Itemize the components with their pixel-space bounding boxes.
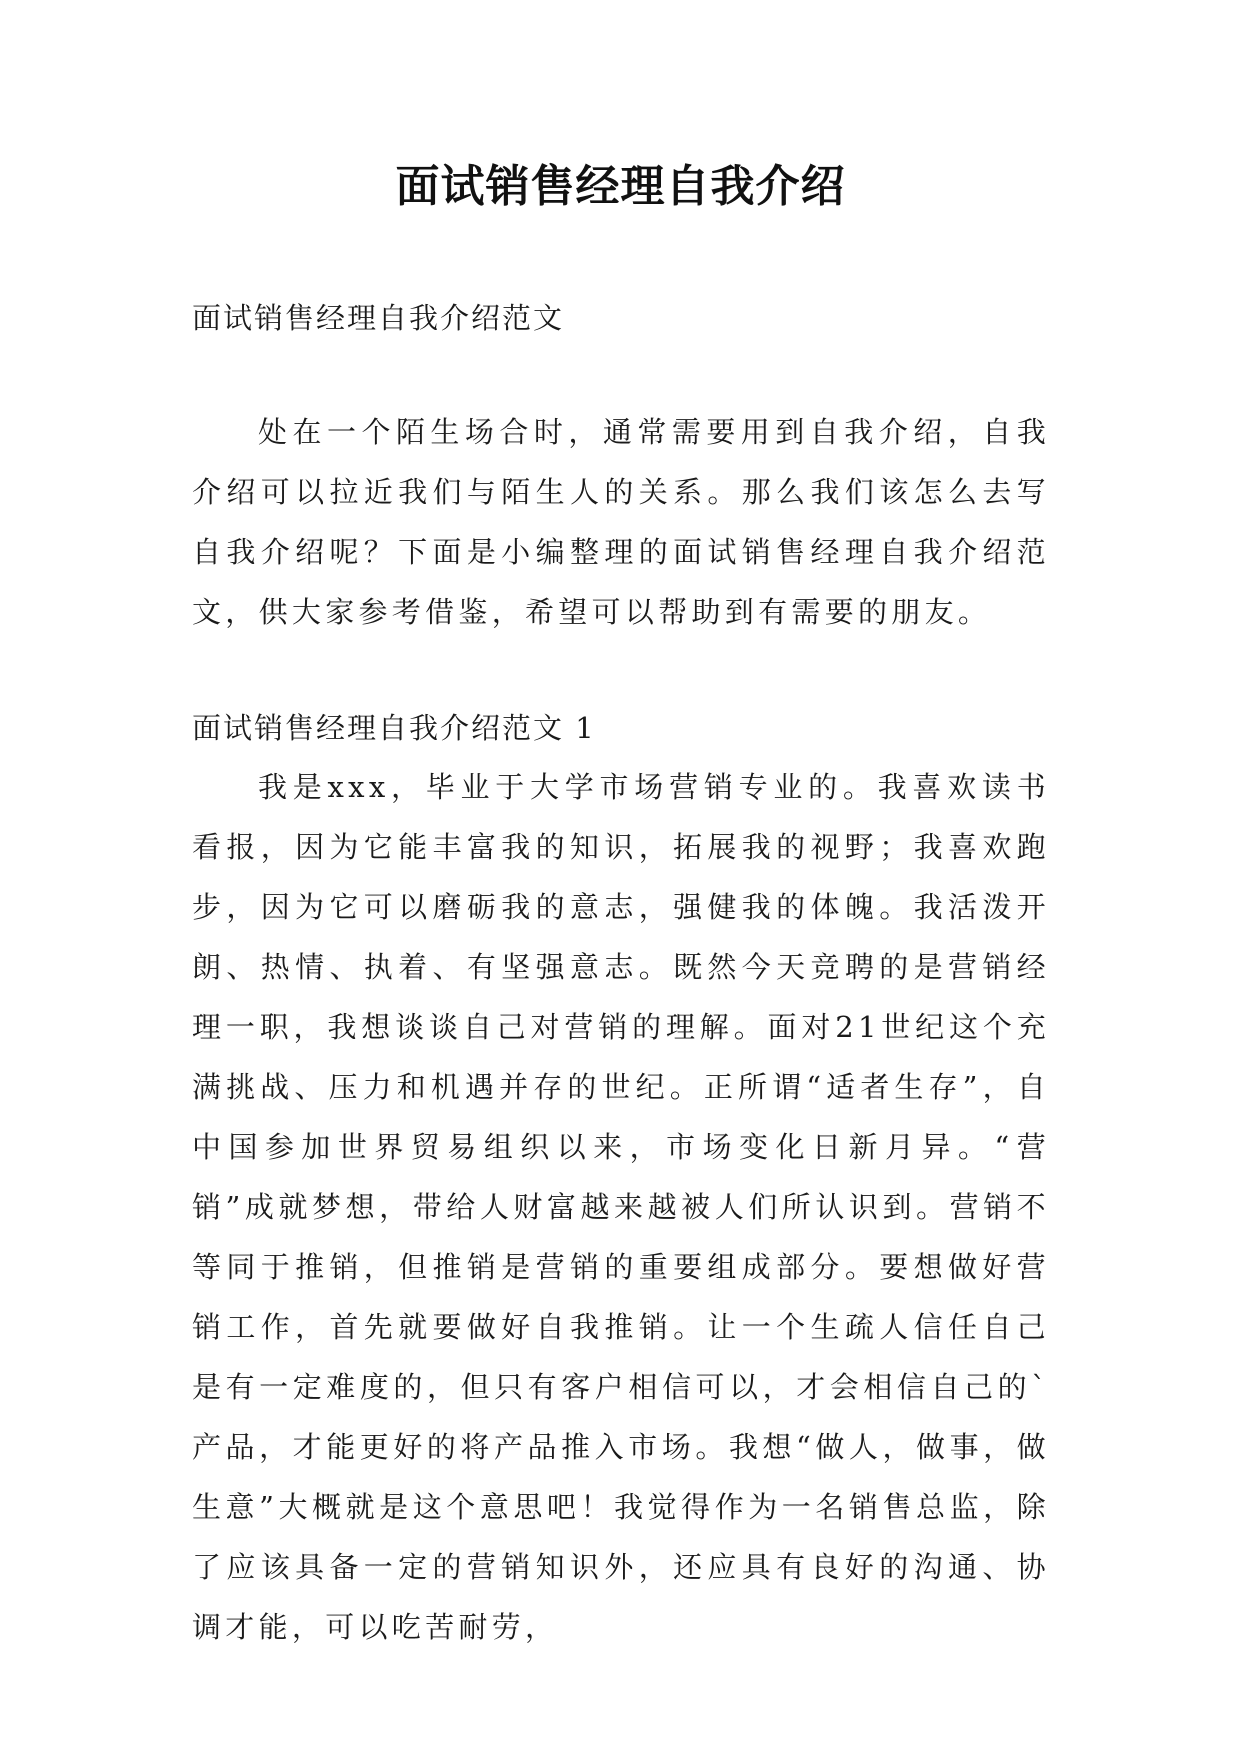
document-title: 面试销售经理自我介绍	[395, 161, 846, 212]
section-heading: 面试销售经理自我介绍范文 1	[192, 711, 596, 745]
body-paragraph: 我是xxx，毕业于大学市场营销专业的。我喜欢读书看报，因为它能丰富我的知识，拓展我的视野；我喜欢跑步，因为它可以磨砺我的意志，强健我的体魄。我活泼开朗、热情、执着、有坚强意志。既然今天竞聘的是营销经理一职，我想谈谈自己对营销的理解。面对21世纪这个充满挑战、压力和机遇并存的世纪。正所谓“适者生存”，自中国参加世界贸易组织以来，市场变化日新月异。“营销”成就梦想，带给人财富越来越被人们所认识到。营销不等同于推销，但推销是营销的重要组成部分。要想做好营销工作，首先就要做好自我推销。让一个生疏人信任自己是有一定难度的，但只有客户相信可以，才会相信自己的`产品，才能更好的将产品推入市场。我想“做人，做事，做生意”大概就是这个意思吧！我觉得作为一名销售总监，除了应该具备一定的营销知识外，还应具有良好的沟通、协调才能，可以吃苦耐劳，	[192, 770, 1050, 1644]
intro-paragraph: 处在一个陌生场合时，通常需要用到自我介绍，自我介绍可以拉近我们与陌生人的关系。那么我们该怎么去写自我介绍呢？下面是小编整理的面试销售经理自我介绍范文，供大家参考借鉴，希望可以帮助到有需要的朋友。	[192, 415, 1050, 629]
document-subtitle: 面试销售经理自我介绍范文	[192, 301, 565, 335]
